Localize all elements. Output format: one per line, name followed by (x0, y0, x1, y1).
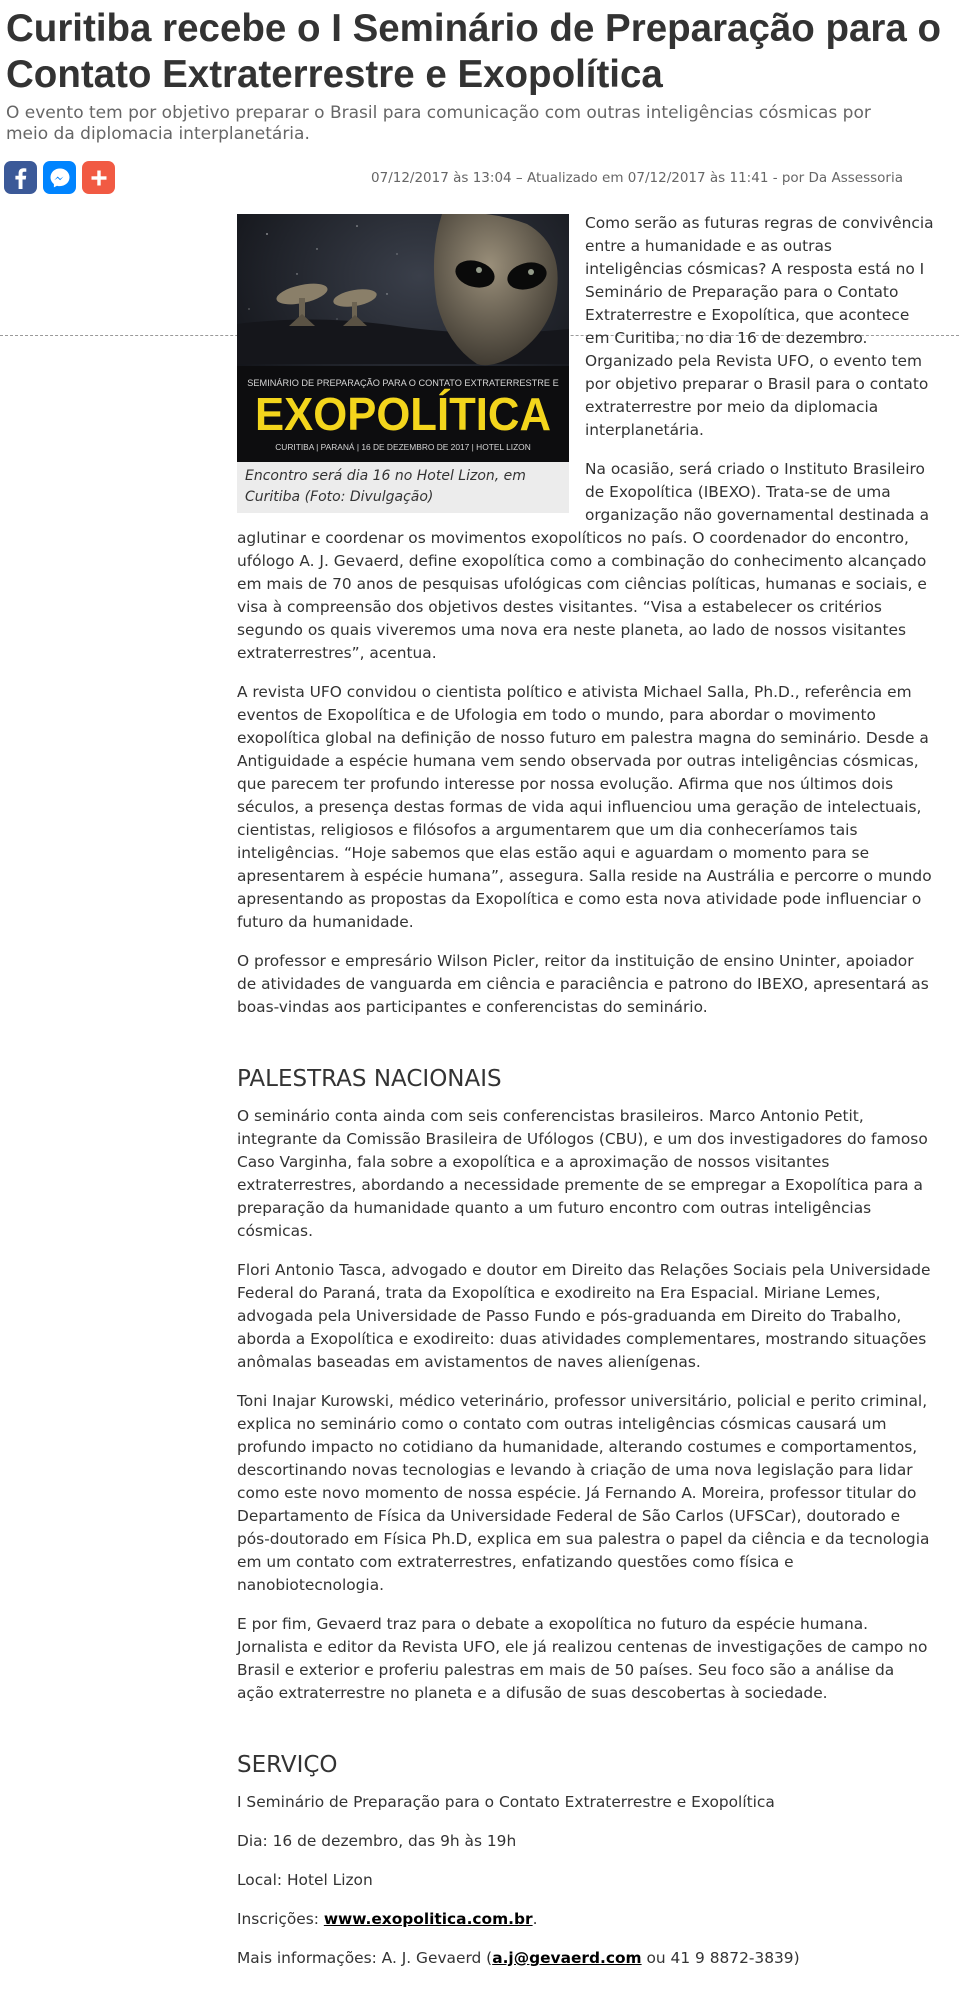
share-buttons (4, 161, 115, 194)
service-event: I Seminário de Preparação para o Contato Extraterrestre e Exopolítica (237, 1793, 775, 1811)
messenger-icon (48, 166, 72, 190)
service-contact (237, 1947, 934, 1970)
registration-label: Inscrições: (237, 1910, 324, 1928)
contact-phone: ou 41 9 8872-3839) (641, 1949, 800, 1967)
body-paragraph: O seminário conta ainda com seis conferencistas brasileiros. Marco Antonio Petit, integrante da Comissão Brasileira de Ufólogos (CBU), e um dos investigadores do famoso Caso Varginha, fala sobre a exopolítica e a aproximação de nossos visitantes extraterrestres, abordando a necessidade premente de se empregar a Exopolítica para a preparação da humanidade quanto a um futuro encontro com outras inteligências cósmicas. (237, 1107, 928, 1240)
article-subtitle: O evento tem por objetivo preparar o Brasil para comunicação com outras inteligências cósmicas por meio da diplomacia interplanetária. (6, 103, 871, 144)
facebook-share-button[interactable] (4, 161, 37, 194)
contact-label: Mais informações: A. J. Gevaerd ( (237, 1949, 493, 1967)
event-banner-image (237, 214, 569, 462)
service-info (237, 1791, 934, 1970)
registration-suffix: . (532, 1910, 538, 1928)
contact-email-link[interactable]: a.j@gevaerd.com (492, 1949, 642, 1967)
registration-link[interactable]: www.exopolitica.com.br (323, 1910, 533, 1928)
body-paragraph: Na ocasião, será criado o Instituto Brasileiro de Exopolítica (IBEXO). Trata-se de uma organização não governamental destinada a aglutinar e coordenar os movimentos exopolíticos no país. O coordenador do encontro, ufólogo A. J. Gevaerd, define exopolítica como a combinação do conhecimento alcançado em mais de 70 anos de pesquisas ufológicas com ciências políticas, humanas e sociais, e visa à compreensão dos objetivos destes visitantes. “Visa a estabelecer os critérios segundo os quais viveremos uma nova era neste planeta, ao lado de nossos visitantes extraterrestres”, acentua. (237, 460, 930, 662)
body-paragraph: A revista UFO convidou o cientista político e ativista Michael Salla, Ph.D., referência em eventos de Exopolítica e de Ufologia em todo o mundo, para abordar o movimento exopolítica global na definição de nosso futuro em palestra magna do seminário. Desde a Antiguidade a espécie humana vem sendo observada por outras inteligências cósmicas, que parecem ter profundo interesse por nossa evolução. Afirma que nos últimos dois séculos, a presença destas formas de vida aqui influenciou uma geração de intelectuais, cientistas, religiosos e filósofos a argumentarem que um dia conheceríamos tais inteligências. “Hoje sabemos que elas estão aqui e aguardam o momento para se apresentarem à espécie humana”, assegura. Salla reside na Austrália e percorre o mundo apresentando as propostas da Exopolítica e como esta nova atividade pode influenciar o futuro da humanidade. (237, 683, 932, 931)
messenger-share-button[interactable] (43, 161, 76, 194)
service-location: Local: Hotel Lizon (237, 1871, 373, 1889)
plus-icon (90, 169, 108, 187)
banner-line-3: CURITIBA | PARANÁ | 16 DE DEZEMBRO DE 2017 | HOTEL LIZON (275, 442, 531, 452)
article-figure (237, 214, 569, 513)
article-body (237, 212, 934, 1986)
facebook-icon (11, 167, 31, 189)
banner-line-1: SEMINÁRIO DE PREPARAÇÃO PARA O CONTATO EXTRATERRESTRE E (247, 378, 559, 388)
body-paragraph: O professor e empresário Wilson Picler, reitor da instituição de ensino Uninter, apoiador de atividades de vanguarda em ciência e paraciência e patrono do IBEXO, apresentará as boas-vindas aos participantes e conferencistas do seminário. (237, 952, 929, 1016)
service-registration (237, 1908, 934, 1931)
figure-caption: Encontro será dia 16 no Hotel Lizon, em Curitiba (Foto: Divulgação) (245, 468, 526, 505)
body-paragraph: Toni Inajar Kurowski, médico veterinário, professor universitário, policial e perito criminal, explica no seminário como o contato com outras inteligências cósmicas causará um profundo impacto no cotidiano da humanidade, alterando costumes e comportamentos, descortinando novas tecnologias e levando à criação de uma nova legislação para lidar como este novo momento de nossa espécie. Já Fernando A. Moreira, professor titular do Departamento de Física da Universidade Federal de São Carlos (UFSCar), doutorado e pós-doutorado em Física Ph.D, explica em sua palestra o papel da ciência e da tecnologia em um contato com extraterrestres, enfatizando questões como física e nanobiotecnologia. (237, 1392, 930, 1594)
body-paragraph: Como serão as futuras regras de convivência entre a humanidade e as outras inteligências cósmicas? A resposta está no I Seminário de Preparação para o Contato Extraterrestre e Exopolítica, que acontece em Curitiba, no dia 16 de dezembro. Organizado pela Revista UFO, o evento tem por objetivo preparar o Brasil para o contato extraterrestre por meio da diplomacia interplanetária. (585, 214, 934, 439)
section-heading-palestras: PALESTRAS NACIONAIS (237, 1066, 502, 1092)
more-share-button[interactable] (82, 161, 115, 194)
article-title: Curitiba recebe o I Seminário de Preparação para o Contato Extraterrestre e Exopolítica (6, 7, 942, 96)
service-date: Dia: 16 de dezembro, das 9h às 19h (237, 1832, 517, 1850)
banner-title: EXOPOLÍTICA (255, 388, 551, 440)
body-paragraph: E por fim, Gevaerd traz para o debate a exopolítica no futuro da espécie humana. Jornalista e editor da Revista UFO, ele já realizou centenas de investigações de campo no Brasil e exterior e proferiu palestras em mais de 50 países. Seu foco são a análise da ação extraterrestre no planeta e a difusão de suas descobertas à sociedade. (237, 1615, 928, 1702)
article-byline: 07/12/2017 às 13:04 – Atualizado em 07/12/2017 às 11:41 - por Da Assessoria (371, 170, 903, 186)
body-paragraph: Flori Antonio Tasca, advogado e doutor em Direito das Relações Sociais pela Universidade Federal do Paraná, trata da Exopolítica e exodireito na Era Espacial. Miriane Lemes, advogada pela Universidade de Passo Fundo e pós-graduanda em Direito do Trabalho, aborda a Exopolítica e exodireito: duas atividades complementares, mostrando situações anômalas baseadas em avistamentos de naves alienígenas. (237, 1261, 931, 1371)
section-heading-servico: SERVIÇO (237, 1752, 338, 1778)
